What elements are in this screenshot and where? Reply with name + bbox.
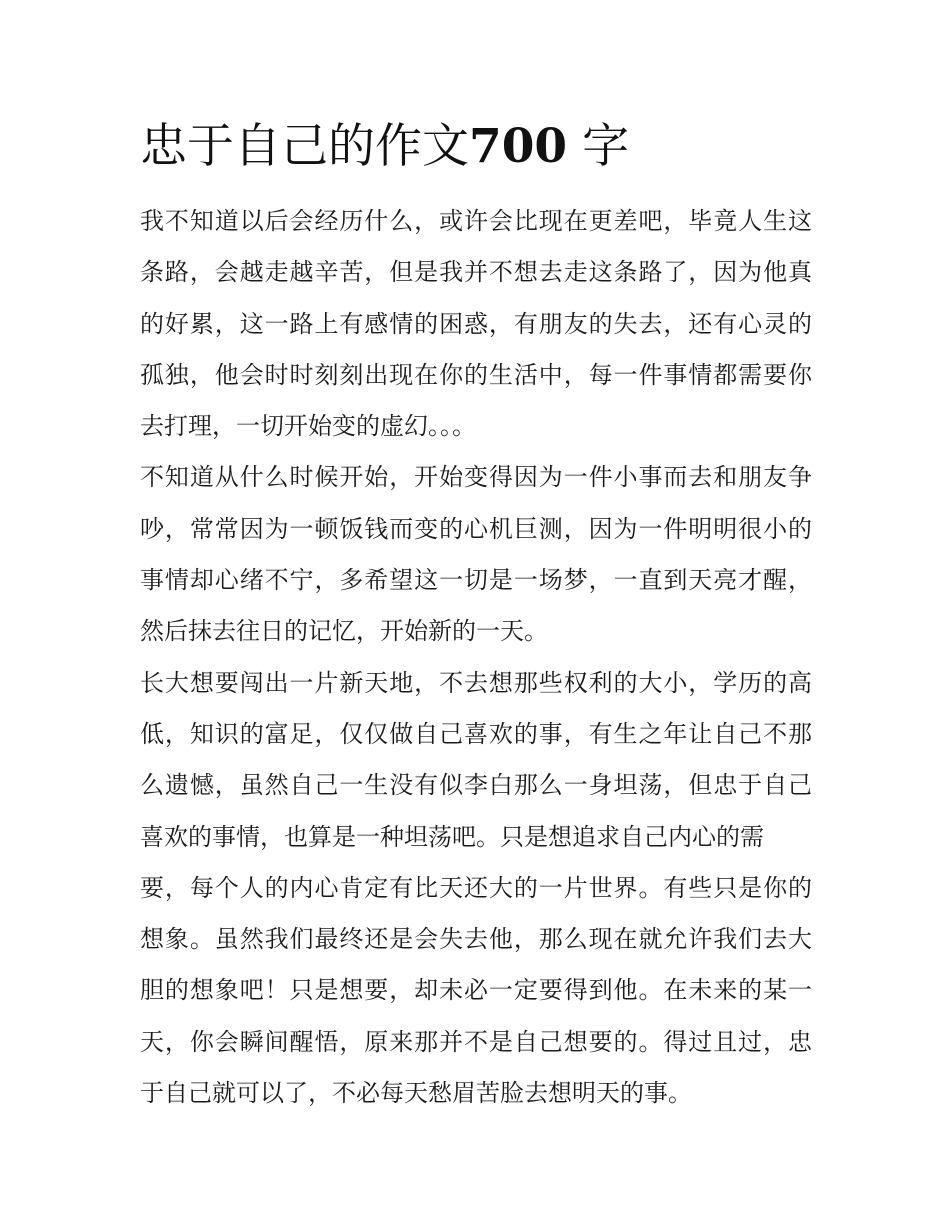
body-line: 然后抹去往日的记忆，开始新的一天。 bbox=[140, 617, 548, 646]
body-line: 于自己就可以了，不必每天愁眉苦脸去想明天的事。 bbox=[140, 1079, 692, 1108]
body-line: 孤独，他会时时刻刻出现在你的生活中，每一件事情都需要你 bbox=[140, 360, 812, 389]
body-line: 想象。虽然我们最终还是会失去他，那么现在就允许我们去大 bbox=[140, 925, 812, 954]
body-line: 低，知识的富足，仅仅做自己喜欢的事，有生之年让自己不那 bbox=[140, 719, 812, 748]
body-line: 条路，会越走越辛苦，但是我并不想去走这条路了，因为他真 bbox=[140, 258, 812, 287]
body-line: 长大想要闯出一片新天地，不去想那些权利的大小，学历的高 bbox=[140, 668, 812, 697]
body-line: 么遗憾，虽然自己一生没有似李白那么一身坦荡，但忠于自己 bbox=[140, 771, 812, 800]
body-line: 不知道从什么时候开始，开始变得因为一件小事而去和朋友争 bbox=[140, 463, 812, 492]
title-number: 700 bbox=[469, 119, 568, 174]
body-line: 喜欢的事情，也算是一种坦荡吧。只是想追求自己内心的需 bbox=[140, 822, 764, 851]
title-suffix: 字 bbox=[582, 119, 630, 174]
document-body bbox=[140, 196, 812, 1119]
body-line: 吵，常常因为一顿饭钱而变的心机巨测，因为一件明明很小的 bbox=[140, 514, 812, 543]
document-title bbox=[140, 112, 629, 182]
title-text: 忠于自己的作文 bbox=[140, 119, 469, 174]
body-line: 胆的想象吧！只是想要，却未必一定要得到他。在未来的某一 bbox=[140, 976, 812, 1005]
body-line: 天，你会瞬间醒悟，原来那并不是自己想要的。得过且过，忠 bbox=[140, 1027, 812, 1056]
body-line: 要，每个人的内心肯定有比天还大的一片世界。有些只是你的 bbox=[140, 873, 812, 902]
body-line: 事情却心绪不宁，多希望这一切是一场梦，一直到天亮才醒， bbox=[140, 566, 812, 595]
body-line: 的好累，这一路上有感情的困惑，有朋友的失去，还有心灵的 bbox=[140, 309, 812, 338]
body-line: 去打理，一切开始变的虚幻。。。 bbox=[140, 412, 476, 441]
body-line: 我不知道以后会经历什么，或许会比现在更差吧，毕竟人生这 bbox=[140, 207, 812, 235]
